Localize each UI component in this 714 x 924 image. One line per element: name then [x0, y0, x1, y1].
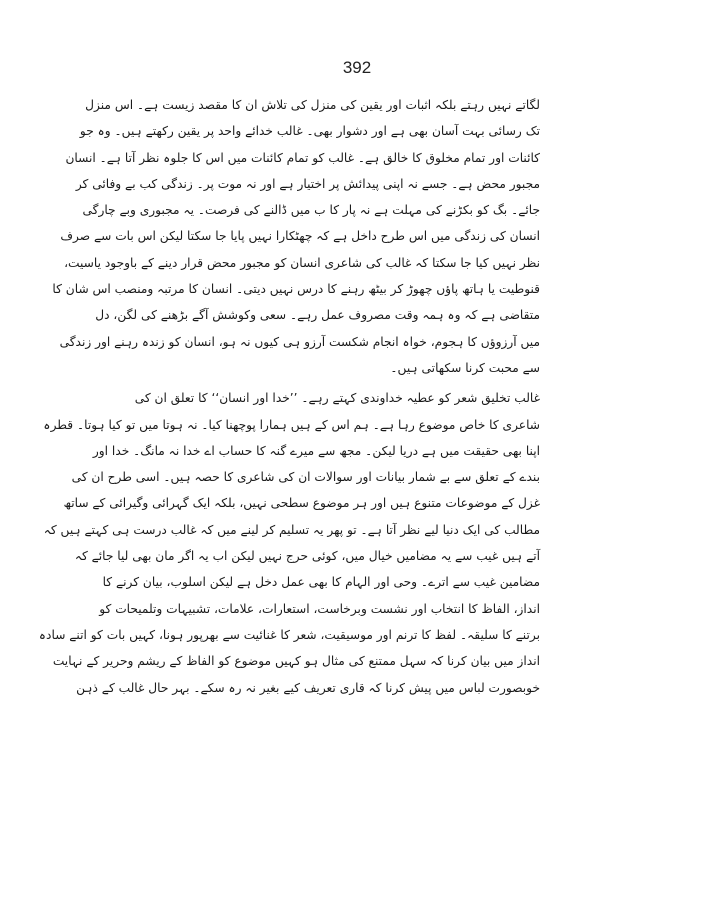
text-line: قنوطیت یا ہاتھ پاؤں چھوڑ کر بیٹھ رہنے کا درس نہیں دیتی۔ انسان کا مرتبہ ومنصب اس شان کا: [52, 282, 540, 297]
text-line: شاعری کا خاص موضوع رہا ہے۔ ہم اس کے ہیں ہمارا پوچھنا کیا۔ نہ ہوتا میں تو کیا ہوتا۔ قطرہ: [43, 417, 540, 432]
text-line: خوبصورت لباس میں پیش کرنا کہ قاری تعریف کیے بغیر نہ رہ سکے۔ بہر حال غالب کے ذہن: [76, 680, 540, 695]
text-line: انسان کی زندگی میں اس طرح داخل ہے کہ چھٹکارا نہیں پایا جا سکتا لیکن اس بات سے صرف: [60, 229, 540, 244]
text-line: لگاتے نہیں رہتے بلکہ اثبات اور یقین کی منزل کی تلاش ان کا مقصد زیست ہے۔ اس منزل: [85, 98, 540, 112]
body-text: [38, 92, 540, 701]
text-line: آتے ہیں غیب سے یہ مضامیں خیال میں، کوئی حرج نہیں لیکن اب یہ اگر مان بھی لیا جائے کہ: [74, 549, 540, 564]
paragraph: [52, 92, 540, 381]
paragraph: [38, 385, 540, 701]
text-line: میں آرزوؤں کا ہجوم، خواہ انجام شکست آرزو ہی کیوں نہ ہو، انسان کو زندہ رہنے اور زندگی: [59, 334, 540, 349]
text-line: انداز، الفاظ کا انتخاب اور نشست وبرخاست، استعارات، علامات، تشبیہات وتلمیحات کو: [99, 601, 540, 616]
text-line: مجبور محض ہے۔ جسے نہ اپنی پیدائش پر اختیار ہے اور نہ موت پر۔ زندگی کب بے وفائی کر: [75, 176, 540, 191]
text-line: کائنات اور تمام مخلوق کا خالق ہے۔ غالب کو تمام کائنات میں اس کا جلوہ نظر آتا ہے۔ انسان: [65, 150, 540, 165]
text-line: مضامین غیب سے اترے۔ وحی اور الہام کا بھی عمل دخل ہے لیکن اسلوب، بیان کرنے کا: [102, 575, 540, 590]
text-line: تک رسائی بہت آسان بھی ہے اور دشوار بھی۔ غالب خدائے واحد پر یقین رکھتے ہیں۔ وہ جو: [79, 124, 540, 139]
text-line: بندے کے تعلق سے بے شمار بیانات اور سوالات ان کی شاعری کا حصہ ہیں۔ اسی طرح ان کی: [71, 470, 540, 485]
text-line: غالب تخلیق شعر کو عطیہ خداوندی کہتے رہے۔ ’’خدا اور انسان‘‘ کا تعلق ان کی: [134, 391, 540, 406]
text-line: سے محبت کرنا سکھاتی ہیں۔: [390, 360, 540, 375]
text-line: انداز میں بیان کرنا کہ سہل ممتنع کی مثال ہو کہیں موضوع کو الفاظ کے ریشم وحریر کے نہایت: [52, 654, 540, 669]
text-line: نظر نہیں کیا جا سکتا کہ غالب کی شاعری انسان کو مجبور محض قرار دینے کے باوجود یاسیت،: [64, 255, 540, 270]
text-line: اپنا بھی حقیقت میں ہے دریا لیکن۔ مجھ سے میرے گنہ کا حساب اے خدا نہ مانگ۔ خدا اور: [92, 443, 540, 458]
text-line: غزل کے موضوعات متنوع ہیں اور ہر موضوع سطحی نہیں، بلکہ ایک گہرائی وگیرائی کے ساتھ: [63, 496, 540, 511]
text-line: متقاضی ہے کہ وہ ہمہ وقت مصروف عمل رہے۔ سعی وکوشش آگے بڑھنے کی لگن، دل: [95, 308, 540, 323]
text-line: مطالب کی ایک دنیا لیے نظر آتا ہے۔ تو پھر یہ تسلیم کر لینے میں کہ غالب درست ہی کہتے ہیں کہ: [43, 522, 540, 537]
page-number: 392: [342, 58, 372, 77]
text-line: برتنے کا سلیقہ۔ لفظ کا ترنم اور موسیقیت، شعر کا غنائیت سے بھرپور ہونا، کہیں بات کو اتنے سادہ: [38, 627, 540, 642]
text-line: جائے۔ بگ کو بکڑنے کی مہلت ہے نہ پار کا ب میں ڈالنے کی فرصت۔ یہ مجبوری وبے چارگی: [82, 203, 540, 218]
